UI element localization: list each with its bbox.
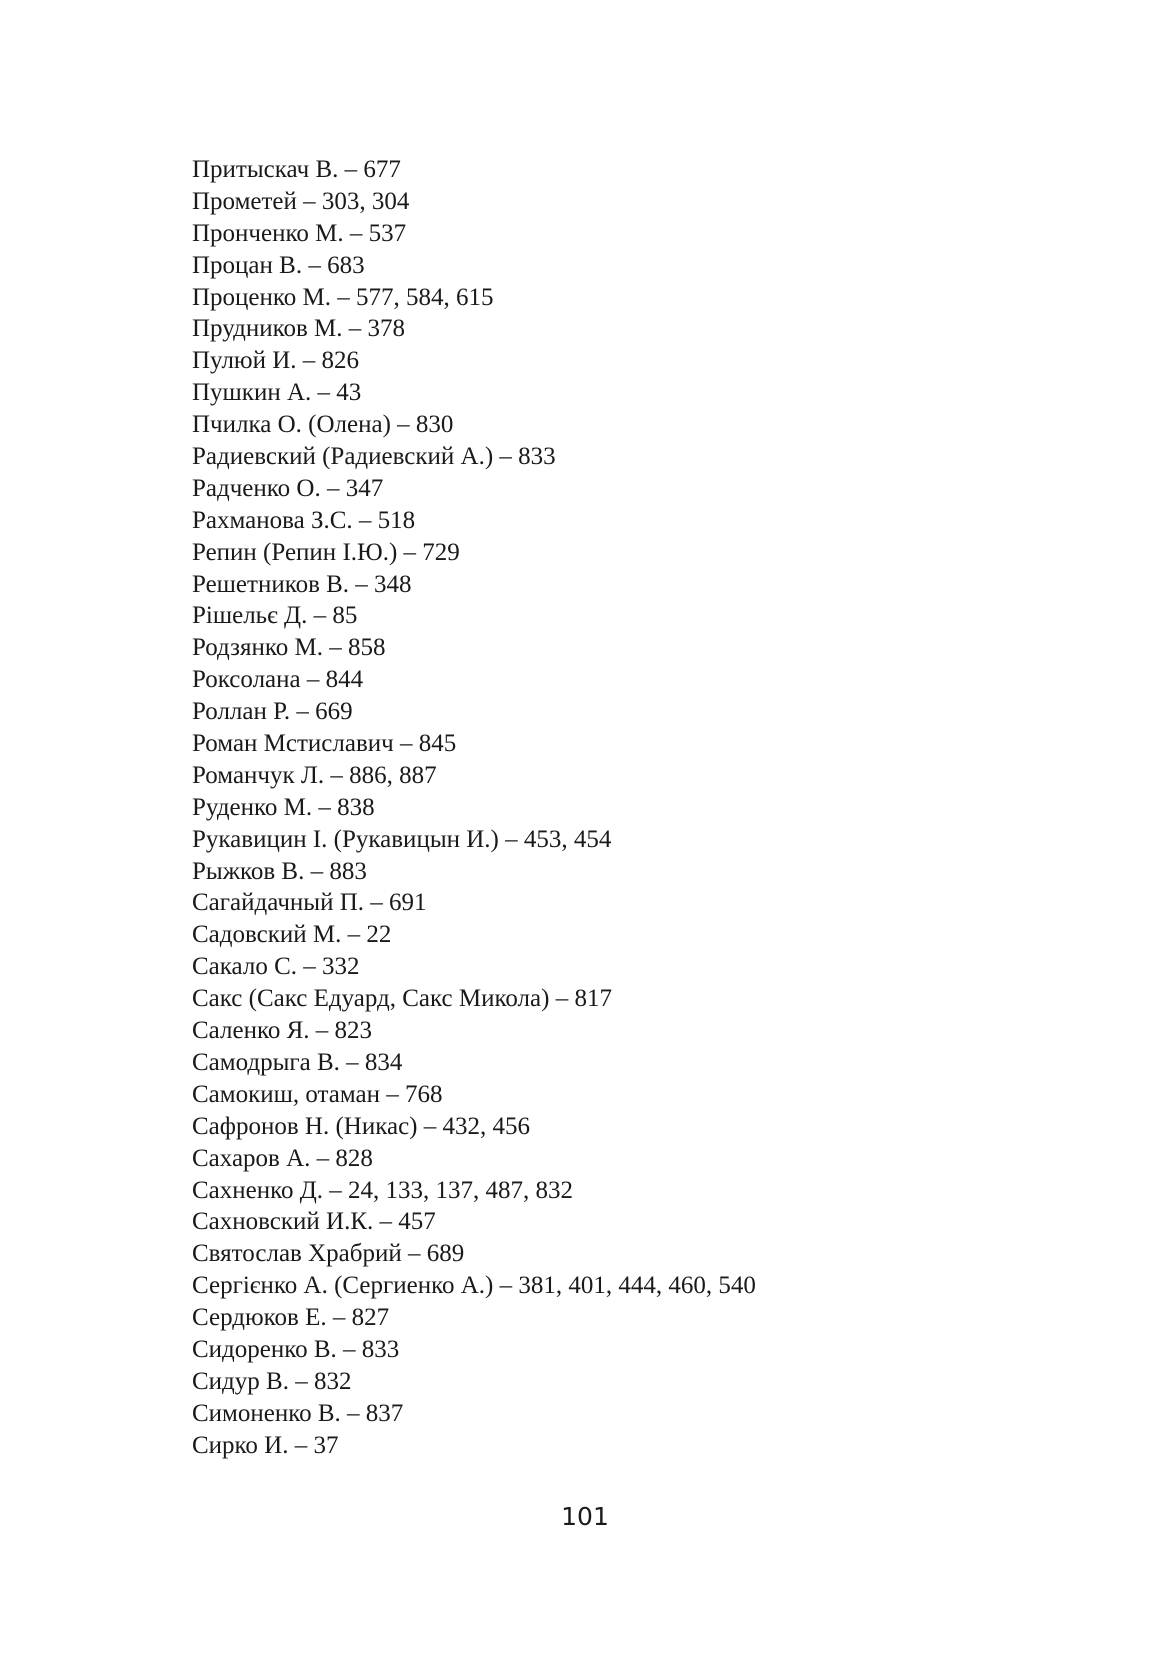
index-entry: Святослав Храбрий – 689 xyxy=(192,1240,465,1268)
index-entry: Симоненко В. – 837 xyxy=(192,1399,404,1427)
index-entry: Репин (Репин І.Ю.) – 729 xyxy=(192,538,460,566)
page-number: 101 xyxy=(561,1502,609,1531)
index-entry: Самокиш, отаман – 768 xyxy=(192,1080,443,1108)
index-entry: Сафронов Н. (Никас) – 432, 456 xyxy=(192,1112,531,1140)
index-entry: Решетников В. – 348 xyxy=(192,570,412,598)
index-entry: Саленко Я. – 823 xyxy=(192,1017,372,1045)
index-entry: Прометей – 303, 304 xyxy=(192,187,410,215)
index-entry: Пулюй И. – 826 xyxy=(192,347,360,375)
index-entry: Сакс (Сакс Едуард, Сакс Микола) – 817 xyxy=(192,985,612,1013)
index-entry: Рішельє Д. – 85 xyxy=(192,602,358,630)
index-entry: Сидур В. – 832 xyxy=(192,1367,352,1395)
index-entry: Садовский М. – 22 xyxy=(192,921,392,949)
index-entry: Сирко И. – 37 xyxy=(192,1431,339,1459)
index-entry: Роллан Р. – 669 xyxy=(192,698,353,726)
index-entry: Сидоренко В. – 833 xyxy=(192,1335,400,1363)
index-entry: Сахаров А. – 828 xyxy=(192,1144,373,1172)
index-entry: Романчук Л. – 886, 887 xyxy=(192,761,437,789)
index-entry: Сахновский И.К. – 457 xyxy=(192,1208,436,1236)
index-entry: Радченко О. – 347 xyxy=(192,474,384,502)
index-entry: Сагайдачный П. – 691 xyxy=(192,889,427,917)
index-entry: Пронченко М. – 537 xyxy=(192,219,407,247)
index-entry: Рыжков В. – 883 xyxy=(192,857,367,885)
index-entry: Самодрыга В. – 834 xyxy=(192,1048,403,1076)
index-entry: Пчилка О. (Олена) – 830 xyxy=(192,411,454,439)
index-entry: Рахманова З.С. – 518 xyxy=(192,506,416,534)
index-entry: Радиевский (Радиевский А.) – 833 xyxy=(192,443,556,471)
index-entry: Родзянко М. – 858 xyxy=(192,634,386,662)
index-entry: Сакало С. – 332 xyxy=(192,953,360,981)
index-entry: Пушкин А. – 43 xyxy=(192,379,362,407)
index-entry: Прудников М. – 378 xyxy=(192,315,406,343)
index-entry: Руденко М. – 838 xyxy=(192,793,375,821)
index-entry: Притыскач В. – 677 xyxy=(192,156,401,183)
index-entry: Роман Мстиславич – 845 xyxy=(192,730,457,758)
index-entry: Процан В. – 683 xyxy=(192,251,365,279)
index-entry: Сердюков Е. – 827 xyxy=(192,1304,390,1332)
index-entry: Проценко М. – 577, 584, 615 xyxy=(192,283,494,311)
index-entry: Сахненко Д. – 24, 133, 137, 487, 832 xyxy=(192,1176,574,1204)
index-entry: Сергієнко А. (Сергиенко А.) – 381, 401, 444, 460, 540 xyxy=(192,1272,756,1300)
index-entry: Роксолана – 844 xyxy=(192,666,364,694)
name-index-list xyxy=(192,154,756,1462)
index-entry: Рукавицин І. (Рукавицын И.) – 453, 454 xyxy=(192,825,612,853)
